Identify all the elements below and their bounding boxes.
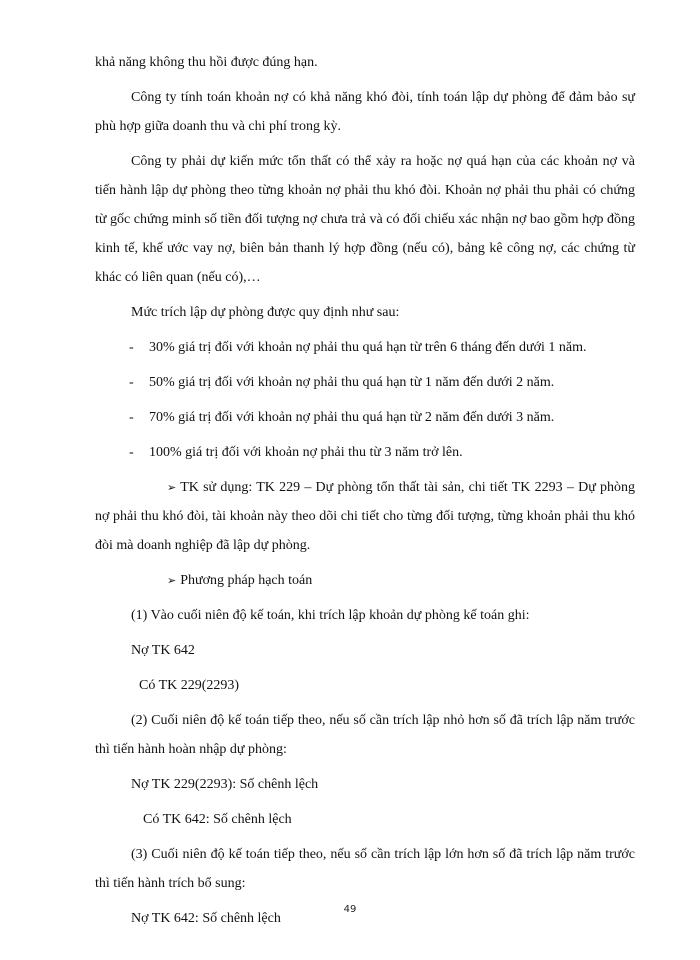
entry-step-2-credit: Có TK 642: Số chênh lệch (143, 812, 292, 827)
list-item (95, 368, 635, 397)
entry-step-1: (1) Vào cuối niên độ kế toán, khi trích lập khoản dự phòng kế toán ghi: (131, 608, 530, 623)
list-item (95, 333, 635, 362)
list-item (95, 403, 635, 432)
accounting-method-text: Phương pháp hạch toán (180, 573, 313, 588)
paragraph-provision-calc: Công ty tính toán khoản nợ có khả năng khó đòi, tính toán lập dự phòng để đảm bảo sự phù hợp giữa doanh thu và chi phí trong kỳ. (95, 90, 635, 134)
dash-marker: - (129, 410, 134, 425)
dash-marker: - (129, 375, 134, 390)
arrow-bullet-icon: ➢ (167, 574, 177, 587)
entry-step-1-credit: Có TK 229(2293) (139, 678, 240, 693)
entry-step-3: (3) Cuối niên độ kế toán tiếp theo, nếu số cần trích lập lớn hơn số đã trích lập năm trước thì tiến hành trích bổ sung: (95, 847, 635, 891)
arrow-bullet-icon: ➢ (167, 481, 177, 494)
paragraph-account-used (95, 473, 635, 560)
entry-step-1-debit: Nợ TK 642 (131, 643, 195, 658)
list-item (95, 438, 635, 467)
heading-accounting-method (95, 566, 635, 595)
paragraph-provision-rates-intro: Mức trích lập dự phòng được quy định như sau: (131, 305, 400, 320)
list-item-text: 30% giá trị đối với khoản nợ phải thu quá hạn từ trên 6 tháng đến dưới 1 năm. (149, 340, 587, 355)
dash-marker: - (129, 340, 134, 355)
entry-step-3-debit: Nợ TK 642: Số chênh lệch (131, 911, 281, 926)
entry-step-2-debit: Nợ TK 229(2293): Số chênh lệch (131, 777, 319, 792)
page-number: 49 (343, 904, 357, 915)
list-item-text: 50% giá trị đối với khoản nợ phải thu quá hạn từ 1 năm đến dưới 2 năm. (149, 375, 555, 390)
list-item-text: 70% giá trị đối với khoản nợ phải thu quá hạn từ 2 năm đến dưới 3 năm. (149, 410, 555, 425)
entry-step-2: (2) Cuối niên độ kế toán tiếp theo, nếu số cần trích lập nhỏ hơn số đã trích lập năm trước thì tiến hành hoàn nhập dự phòng: (95, 713, 635, 757)
document-page (95, 48, 635, 933)
paragraph-continuation: khả năng không thu hồi được đúng hạn. (95, 55, 318, 70)
account-used-text: TK sử dụng: TK 229 – Dự phòng tổn thất tài sản, chi tiết TK 2293 – Dự phòng nợ phải thu khó đòi, tài khoản này theo dõi chi tiết cho từng đối tượng, từng khoản phải thu khó đòi mà doanh nghiệp đã lập dự phòng. (95, 480, 635, 553)
list-item-text: 100% giá trị đối với khoản nợ phải thu từ 3 năm trở lên. (149, 445, 463, 460)
paragraph-loss-estimate: Công ty phải dự kiến mức tổn thất có thể xảy ra hoặc nợ quá hạn của các khoản nợ và tiến hành lập dự phòng theo từng khoản nợ phải thu khó đòi. Khoản nợ phải thu phải có chứng từ gốc chứng minh số tiền đối tượng nợ chưa trả và có đối chiếu xác nhận nợ bao gồm hợp đồng kinh tế, khế ước vay nợ, biên bản thanh lý hợp đồng (nếu có), bảng kê công nợ, các chứng từ khác có liên quan (nếu có),… (95, 154, 635, 285)
dash-marker: - (129, 445, 134, 460)
